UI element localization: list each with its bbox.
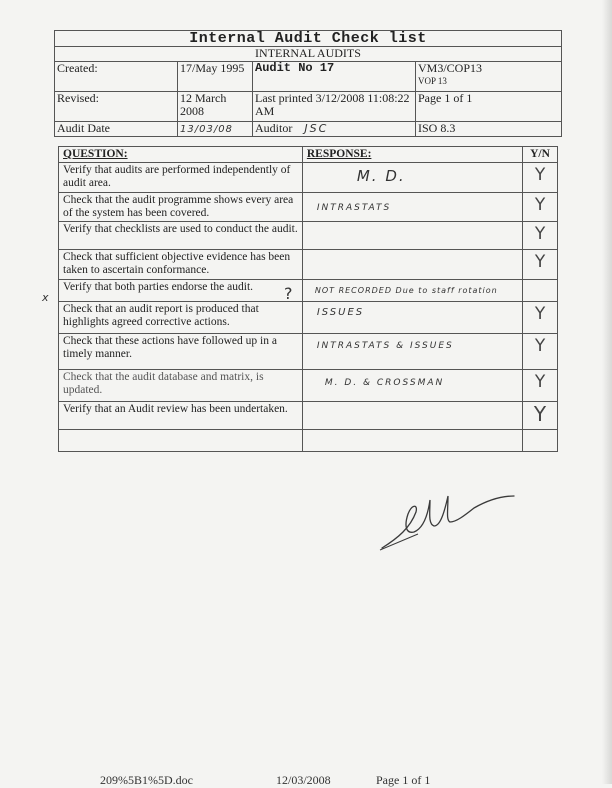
- audit-number: Audit No 17: [253, 62, 416, 92]
- signature: [378, 490, 518, 552]
- table-row: [59, 250, 558, 280]
- yn-cell: Y: [523, 250, 558, 280]
- created-label: Created:: [55, 62, 178, 92]
- auditor-cell: [253, 122, 416, 137]
- yn-cell: Y: [523, 370, 558, 402]
- question-cell: Check that these actions have followed up in a timely manner.: [59, 334, 303, 370]
- response-cell: M. D. & CROSSMAN: [302, 370, 522, 402]
- last-printed: Last printed 3/12/2008 11:08:22 AM: [253, 92, 416, 122]
- table-row: [59, 430, 558, 452]
- question-cell: Verify that both parties endorse the audit.: [59, 280, 303, 302]
- response-header: RESPONSE:: [302, 147, 522, 163]
- question-cell: Verify that checklists are used to conduct the audit.: [59, 222, 303, 250]
- reference-cell: [416, 62, 562, 92]
- reference-code: VM3/COP13: [418, 61, 483, 75]
- created-value: 17/May 1995: [178, 62, 253, 92]
- question-cell: Verify that an Audit review has been undertaken.: [59, 402, 303, 430]
- page-edge: [602, 0, 612, 784]
- audit-date-value: 13/03/08: [178, 122, 253, 137]
- auditor-initials: JSC: [304, 122, 329, 135]
- table-row: [59, 163, 558, 193]
- response-cell: [302, 402, 522, 430]
- question-cell: Verify that audits are performed independently of audit area.: [59, 163, 303, 193]
- yn-cell: Y: [523, 193, 558, 222]
- question-cell: Check that the audit programme shows every area of the system has been covered.: [59, 193, 303, 222]
- revised-label: Revised:: [55, 92, 178, 122]
- question-cell: Check that sufficient objective evidence has been taken to ascertain conformance.: [59, 250, 303, 280]
- page-number: Page 1 of 1: [416, 92, 562, 122]
- question-cell: Check that an audit report is produced that highlights agreed corrective actions.: [59, 302, 303, 334]
- audit-date-label: Audit Date: [55, 122, 178, 137]
- yn-cell: Y: [523, 222, 558, 250]
- yn-cell: [523, 280, 558, 302]
- document-title: Internal Audit Check list: [55, 31, 562, 47]
- footer-filename: 209%5B1%5D.doc: [100, 773, 193, 787]
- response-cell: INTRASTATS & ISSUES: [302, 334, 522, 370]
- reference-sub: VOP 13: [418, 76, 447, 86]
- auditor-label: Auditor: [255, 121, 293, 135]
- table-row: [59, 402, 558, 430]
- response-cell: ISSUES: [302, 302, 522, 334]
- table-row: [59, 193, 558, 222]
- table-row: [59, 370, 558, 402]
- table-row: [59, 280, 558, 302]
- question-cell: Check that the audit database and matrix, is updated.: [59, 370, 303, 402]
- question-mark: ?: [284, 284, 293, 303]
- document-subtitle: INTERNAL AUDITS: [55, 47, 562, 62]
- table-row: [59, 302, 558, 334]
- response-cell: INTRASTATS: [302, 193, 522, 222]
- checklist-table: [58, 146, 558, 452]
- table-row: [59, 334, 558, 370]
- footer-date: 12/03/2008: [276, 773, 331, 787]
- response-cell: [302, 222, 522, 250]
- footer-page: Page 1 of 1: [376, 773, 431, 787]
- yn-cell: Y: [523, 334, 558, 370]
- question-header: QUESTION:: [59, 147, 303, 163]
- margin-mark: x: [42, 291, 49, 304]
- response-cell: NOT RECORDED Due to staff rotation: [302, 280, 522, 302]
- question-cell: [59, 430, 303, 452]
- response-cell: M. D.: [302, 163, 522, 193]
- table-row: [59, 222, 558, 250]
- revised-value: 12 March 2008: [178, 92, 253, 122]
- yn-cell: Y: [523, 402, 558, 430]
- yn-header: Y/N: [523, 147, 558, 163]
- yn-cell: [523, 430, 558, 452]
- yn-cell: Y: [523, 302, 558, 334]
- header-table: [54, 30, 562, 137]
- response-cell: [302, 430, 522, 452]
- iso-ref: ISO 8.3: [416, 122, 562, 137]
- yn-cell: Y: [523, 163, 558, 193]
- response-cell: [302, 250, 522, 280]
